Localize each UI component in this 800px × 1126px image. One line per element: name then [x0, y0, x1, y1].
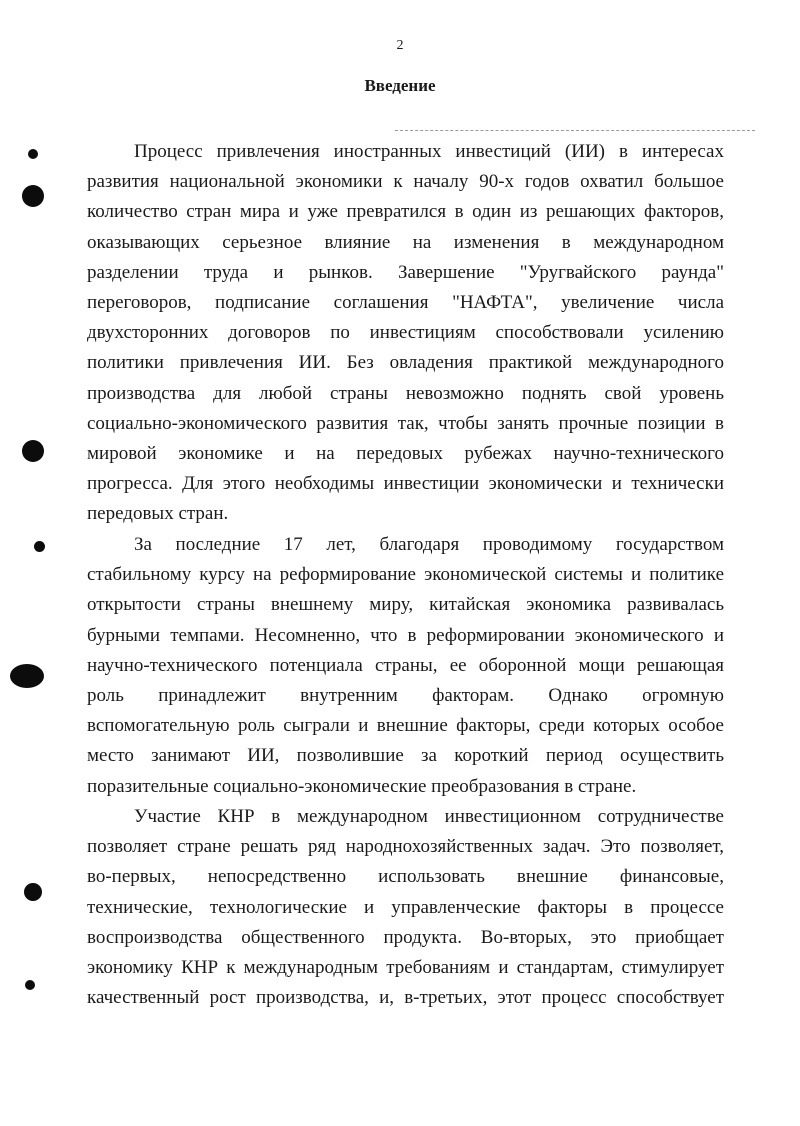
text-line: двухсторонних договоров по инвестициям способствовали усилению: [87, 322, 724, 344]
text-line: производства для любой страны невозможно поднять свой уровень: [87, 382, 724, 404]
text-line: роль принадлежит внутренним факторам. Однако огромную: [87, 684, 724, 706]
text-line: количество стран мира и уже превратился в один из решающих факторов,: [87, 201, 724, 223]
text-line: научно-технического потенциала страны, ее оборонной мощи решающая: [87, 654, 724, 676]
section-heading: Введение: [364, 76, 436, 95]
text-line: переговоров, подписание соглашения "НАФТА", увеличение числа: [87, 291, 724, 313]
page-number: 2: [396, 38, 404, 53]
document-body: [87, 137, 724, 1014]
text-line: прогресса. Для этого необходимы инвестиции экономически и технически: [87, 473, 724, 495]
text-line: оказывающих серьезное влияние на изменения в международном: [87, 231, 724, 253]
text-line: бурными темпами. Несомненно, что в реформировании экономического и: [87, 624, 724, 646]
text-line: экономику КНР к международным требованиям и стандартам, стимулирует: [87, 956, 724, 978]
text-line: социально-экономического развития так, чтобы занять прочные позиции в: [87, 412, 724, 434]
punch-hole-mark: [34, 541, 45, 552]
text-line: Участие КНР в международном инвестиционном сотрудничестве: [134, 806, 724, 827]
scan-artifact-line: [395, 130, 755, 131]
text-line: качественный рост производства, и, в-третьих, этот процесс способствует: [87, 987, 724, 1009]
text-line: вспомогательную роль сыграли и внешние факторы, среди которых особое: [87, 715, 724, 737]
text-line: технические, технологические и управленческие факторы в процессе: [87, 896, 724, 918]
punch-hole-mark: [22, 440, 44, 462]
text-line: воспроизводства общественного продукта. Во-вторых, это приобщает: [87, 926, 724, 948]
text-line: место занимают ИИ, позволившие за короткий период осуществить: [87, 745, 724, 767]
text-line: открытости страны внешнему миру, китайская экономика развивалась: [87, 594, 724, 616]
text-line: поразительные социально-экономические преобразования в стране.: [87, 775, 637, 797]
text-line: позволяет стране решать ряд народнохозяйственных задач. Это позволяет,: [87, 836, 724, 858]
text-line: передовых стран.: [87, 503, 229, 525]
punch-hole-mark: [22, 185, 44, 207]
punch-hole-mark: [25, 980, 35, 990]
text-line: стабильному курсу на реформирование экономической системы и политике: [87, 564, 724, 586]
punch-hole-mark: [10, 664, 44, 688]
text-line: За последние 17 лет, благодаря проводимому государством: [134, 534, 724, 555]
text-line: мировой экономике и на передовых рубежах научно-технического: [87, 442, 724, 464]
punch-hole-mark: [24, 883, 42, 901]
paragraph-2: [87, 530, 724, 802]
text-line: во-первых, непосредственно использовать внешние финансовые,: [87, 866, 724, 888]
text-line: разделении труда и рынков. Завершение "Уругвайского раунда": [87, 261, 724, 283]
punch-hole-mark: [28, 149, 38, 159]
paragraph-1: [87, 137, 724, 530]
text-line: Процесс привлечения иностранных инвестиций (ИИ) в интересах: [134, 141, 724, 162]
text-line: развития национальной экономики к началу 90-х годов охватил большое: [87, 171, 724, 193]
text-line: политики привлечения ИИ. Без овладения практикой международного: [87, 352, 724, 374]
paragraph-3: [87, 802, 724, 1014]
